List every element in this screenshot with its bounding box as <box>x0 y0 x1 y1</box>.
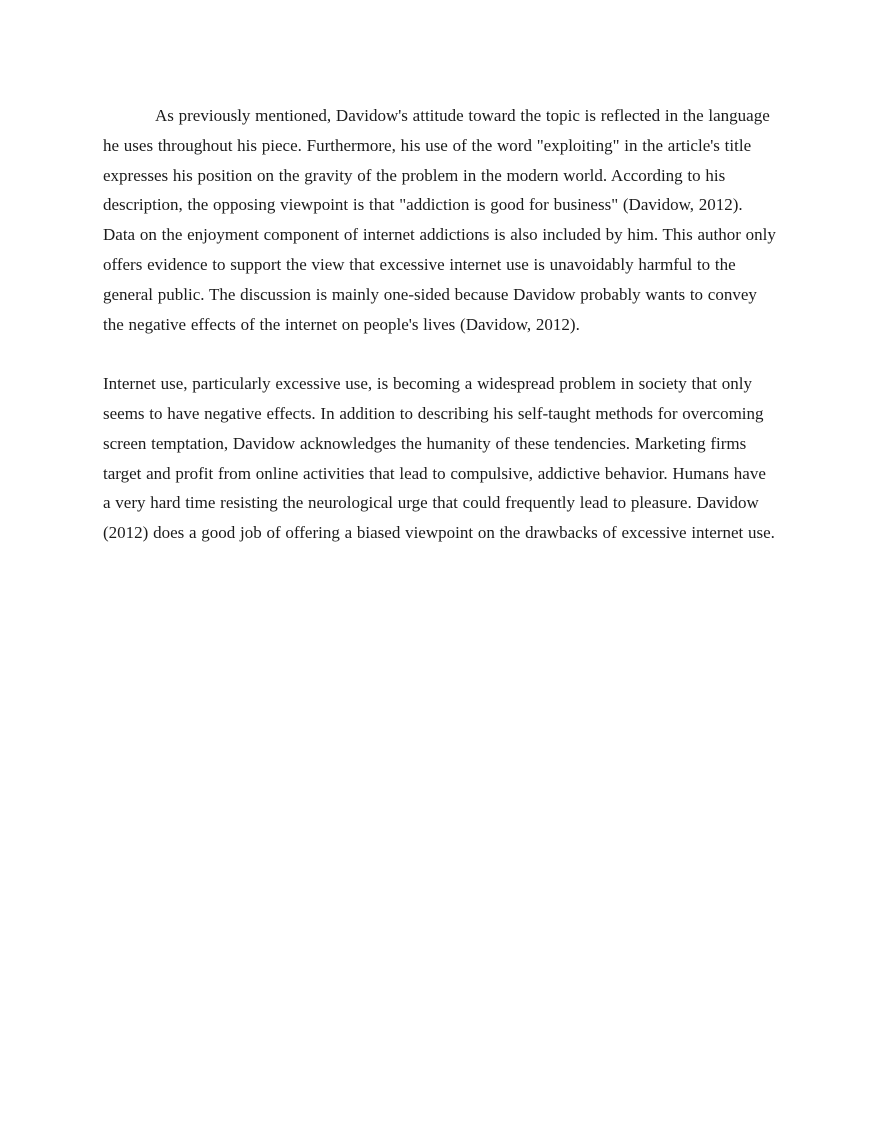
paragraph-conclusion: Internet use, particularly excessive use, is becoming a widespread problem in society that only seems to have negative effects. In addition to describing his self-taught methods for overcoming screen temptation, Davidow acknowledges the humanity of these tendencies. Marketing firms target and profit from online activities that lead to compulsive, addictive behavior. Humans have a very hard time resisting the neurological urge that could frequently lead to pleasure. Davidow (2012) does a good job of offering a biased viewpoint on the drawbacks of excessive internet use. <box>103 374 775 543</box>
paragraph-attitude-analysis: As previously mentioned, Davidow's attitude toward the topic is reflected in the language he uses throughout his piece. Furthermore, his use of the word "exploiting" in the article's title expresses his position on the gravity of the problem in the modern world. According to his description, the opposing viewpoint is that "addiction is good for business" (Davidow, 2012). Data on the enjoyment component of internet addictions is also included by him. This author only offers evidence to support the view that excessive internet use is unavoidably harmful to the general public. The discussion is mainly one-sided because Davidow probably wants to convey the negative effects of the internet on people's lives (Davidow, 2012). <box>103 106 776 334</box>
document-body <box>103 101 777 548</box>
